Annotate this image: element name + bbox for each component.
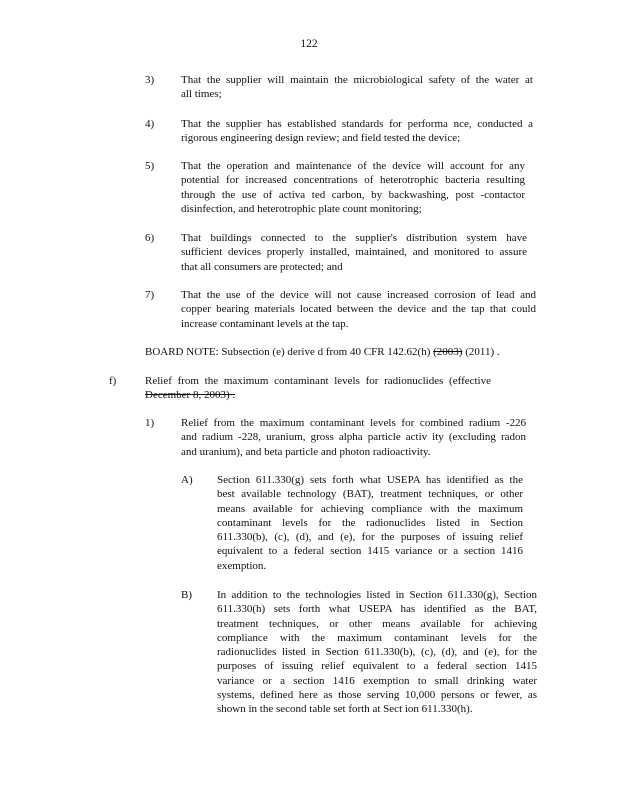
item-B-line: In addition to the technologies listed in Section 611.330(g), Section [217,589,537,601]
item-A-line: exemption. [217,559,267,572]
item-6-line: sufficient devices properly installed, maintained, and monitored to assure [181,246,527,259]
item-5-text [181,159,525,216]
item-3-line: all times; [181,88,222,101]
item-f-text [145,374,491,403]
item-B-line: shown in the second table set forth at Sect ion 611.330(h). [217,703,473,716]
item-f-label: f) [109,375,117,387]
item-f1-line: and radium -228, uranium, gross alpha particle activ ity (excluding radon [181,431,526,444]
board-note-text: BOARD NOTE: Subsection (e) derive d from 40 CFR 142.62(h) [145,346,431,358]
item-A-line: means available for achieving compliance with the maximum [217,502,523,515]
item-3-line: That the supplier will maintain the microbiological safety of the water at [181,74,533,86]
board-note-struck-year: (2003) [433,346,463,358]
item-B-line: 611.330(h) sets forth what USEPA has identified as the BAT, [217,603,537,616]
page-number: 122 [300,38,318,50]
item-4-line: That the supplier has established standards for performa nce, conducted a [181,118,533,130]
item-A-line: contaminant levels for the radionuclides listed in Section [217,516,523,529]
item-B-line: purposes of issuing relief equivalent to a federal section 1415 [217,660,537,673]
item-f1-text [181,416,526,459]
item-A-text [217,473,523,573]
item-B-line: systems, defined here as those serving 10,000 persons or fewer, as [217,689,537,702]
item-6-text [181,231,527,274]
item-5-line: potential for increased concentrations of heterotrophic bacteria resulting [181,174,525,187]
item-6-line: That buildings connected to the supplier's distribution system have [181,232,527,244]
item-f-line [145,388,491,402]
item-5-line: That the operation and maintenance of the device will account for any [181,160,525,172]
item-A-line: 611.330(b), (c), (d), and (e), for the purposes of issuing relief [217,531,523,544]
item-3-text [181,73,533,102]
item-f-line: Relief from the maximum contaminant levels for radionuclides (effective [145,375,491,387]
item-A-label: A) [181,474,193,486]
item-f1-line: Relief from the maximum contaminant levels for combined radium -226 [181,417,526,429]
item-7-text [181,288,536,331]
item-B-text [217,588,537,717]
item-B-line: treatment techniques, or other means available for achieving [217,617,537,630]
item-7-line: That the use of the device will not cause increased corrosion of lead and [181,289,536,301]
board-note [145,345,500,359]
item-A-line: Section 611.330(g) sets forth what USEPA has identified as the [217,474,523,486]
item-5-label: 5) [145,160,155,172]
item-3-label: 3) [145,74,155,86]
item-B-line: radionuclides listed in Section 611.330(b), (c), (d), and (e), for the [217,646,537,659]
item-7-line: increase contaminant levels at the tap. [181,317,349,330]
board-note-new-year: (2011) . [465,346,500,358]
item-f-struck-date: December 8, 2003) . [145,389,236,402]
item-5-line: disinfection, and heterotrophic plate count monitoring; [181,202,422,215]
item-f1-line: and uranium), and beta particle and photon radioactivity. [181,445,431,458]
item-4-text [181,117,533,146]
item-4-line: rigorous engineering design review; and field tested the device; [181,132,461,145]
item-6-label: 6) [145,232,155,244]
item-f1-label: 1) [145,417,155,429]
item-5-line: through the use of activa ted carbon, by backwashing, post -contactor [181,188,525,201]
item-A-line: best available technology (BAT), treatment techniques, or other [217,488,523,501]
item-A-line: equivalent to a federal section 1415 variance or a section 1416 [217,545,523,558]
item-B-line: variance or a section 1416 exemption to small drinking water [217,674,537,687]
item-7-label: 7) [145,289,155,301]
item-6-line: that all consumers are protected; and [181,260,343,273]
item-B-label: B) [181,589,192,601]
item-4-label: 4) [145,118,155,130]
item-7-line: copper bearing materials located between the device and the tap that could [181,303,536,316]
item-B-line: compliance with the maximum contaminant levels for the [217,631,537,644]
